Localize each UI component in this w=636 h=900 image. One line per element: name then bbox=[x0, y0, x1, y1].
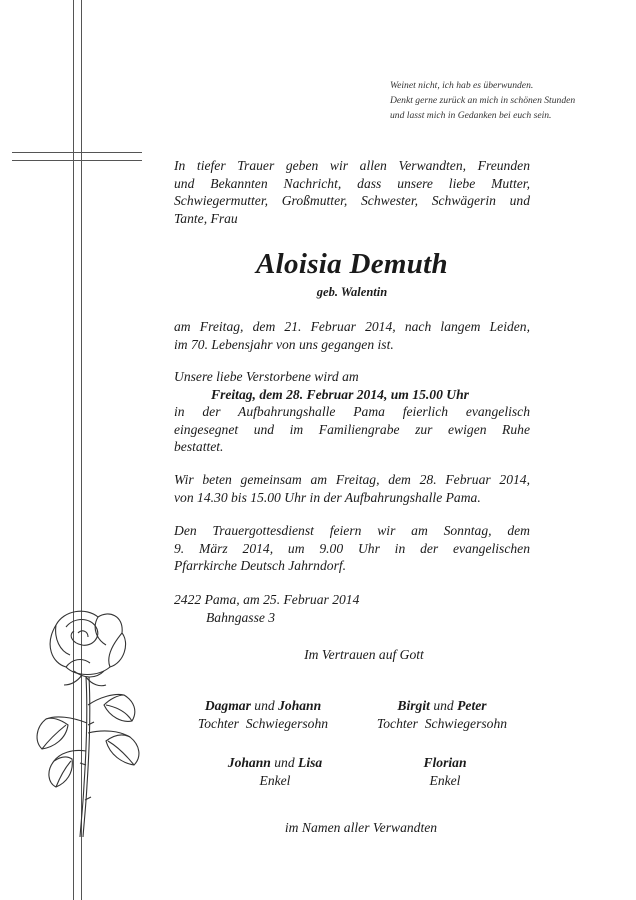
family-role: Enkel bbox=[429, 773, 461, 788]
family-group bbox=[178, 697, 348, 733]
family-role: Enkel bbox=[259, 773, 291, 788]
intro-line: und Bekannten Nachricht, dass unsere liebe Mutter, bbox=[174, 175, 530, 191]
motto-line: Weinet nicht, ich hab es überwunden. bbox=[390, 80, 534, 91]
prayer-line: von 14.30 bis 15.00 Uhr in der Aufbahrungshalle Pama. bbox=[174, 489, 481, 505]
family-role: Tochter Schwiegersohn bbox=[197, 716, 329, 731]
service-line: 9. März 2014, um 9.00 Uhr in der evangelischen bbox=[174, 540, 530, 556]
motto-line: und lasst mich in Gedanken bei euch sein. bbox=[390, 110, 552, 121]
faith-line: Im Vertrauen auf Gott bbox=[304, 647, 424, 662]
place-date: 2422 Pama, am 25. Februar 2014 bbox=[174, 592, 360, 607]
funeral-date: Freitag, dem 28. Februar 2014, um 15.00 Uhr bbox=[211, 386, 469, 402]
maiden-name: geb. Walentin bbox=[316, 285, 388, 299]
service-paragraph bbox=[174, 522, 530, 575]
death-line: am Freitag, dem 21. Februar 2014, nach langem Leiden, bbox=[174, 319, 530, 334]
cross-center bbox=[74, 153, 81, 160]
family-name: Johann bbox=[278, 698, 322, 713]
family-conjunction: und bbox=[274, 755, 295, 770]
funeral-lead: Unsere liebe Verstorbene wird am bbox=[174, 369, 359, 384]
place-block bbox=[174, 591, 530, 626]
service-line: Pfarrkirche Deutsch Jahrndorf. bbox=[174, 558, 347, 574]
prayer-line: Wir beten gemeinsam am Freitag, dem 28. Februar 2014, bbox=[174, 472, 530, 487]
rose-icon bbox=[26, 605, 156, 840]
family-group bbox=[190, 754, 360, 790]
family-name: Lisa bbox=[298, 755, 323, 770]
funeral-line: bestattet. bbox=[174, 439, 224, 455]
address: Bahngasse 3 bbox=[206, 609, 276, 625]
family-name: Birgit bbox=[397, 698, 430, 713]
family-role: Tochter Schwiegersohn bbox=[376, 716, 508, 731]
family-group bbox=[360, 754, 530, 790]
family-conjunction: und bbox=[254, 698, 275, 713]
funeral-paragraph bbox=[174, 368, 530, 456]
motto-verse bbox=[390, 78, 630, 123]
intro-line: Schwiegermutter, Großmutter, Schwester, Schwägerin und bbox=[174, 193, 530, 209]
death-line: im 70. Lebensjahr von uns gegangen ist. bbox=[174, 336, 394, 352]
funeral-line: in der Aufbahrungshalle Pama feierlich evangelisch bbox=[174, 404, 530, 420]
intro-line: In tiefer Trauer geben wir allen Verwandten, Freunden bbox=[174, 158, 530, 173]
family-conjunction: und bbox=[433, 698, 454, 713]
family-name: Florian bbox=[423, 755, 467, 770]
motto-line: Denkt gerne zurück an mich in schönen Stunden bbox=[390, 95, 576, 106]
family-name: Peter bbox=[457, 698, 487, 713]
family-name: Dagmar bbox=[204, 698, 251, 713]
closing-line: im Namen aller Verwandten bbox=[284, 820, 438, 835]
funeral-line: eingesegnet und im Familiengrabe zur ewigen Ruhe bbox=[174, 421, 530, 437]
service-line: Den Trauergottesdienst feiern wir am Sonntag, dem bbox=[174, 523, 530, 538]
family-group bbox=[357, 697, 527, 733]
death-paragraph bbox=[174, 318, 530, 353]
cross-horizontal-line bbox=[12, 160, 142, 161]
family-name: Johann bbox=[227, 755, 271, 770]
deceased-name: Aloisia Demuth bbox=[256, 248, 448, 280]
intro-line: Tante, Frau bbox=[174, 210, 238, 226]
intro-paragraph bbox=[174, 157, 530, 227]
prayer-paragraph bbox=[174, 471, 530, 506]
